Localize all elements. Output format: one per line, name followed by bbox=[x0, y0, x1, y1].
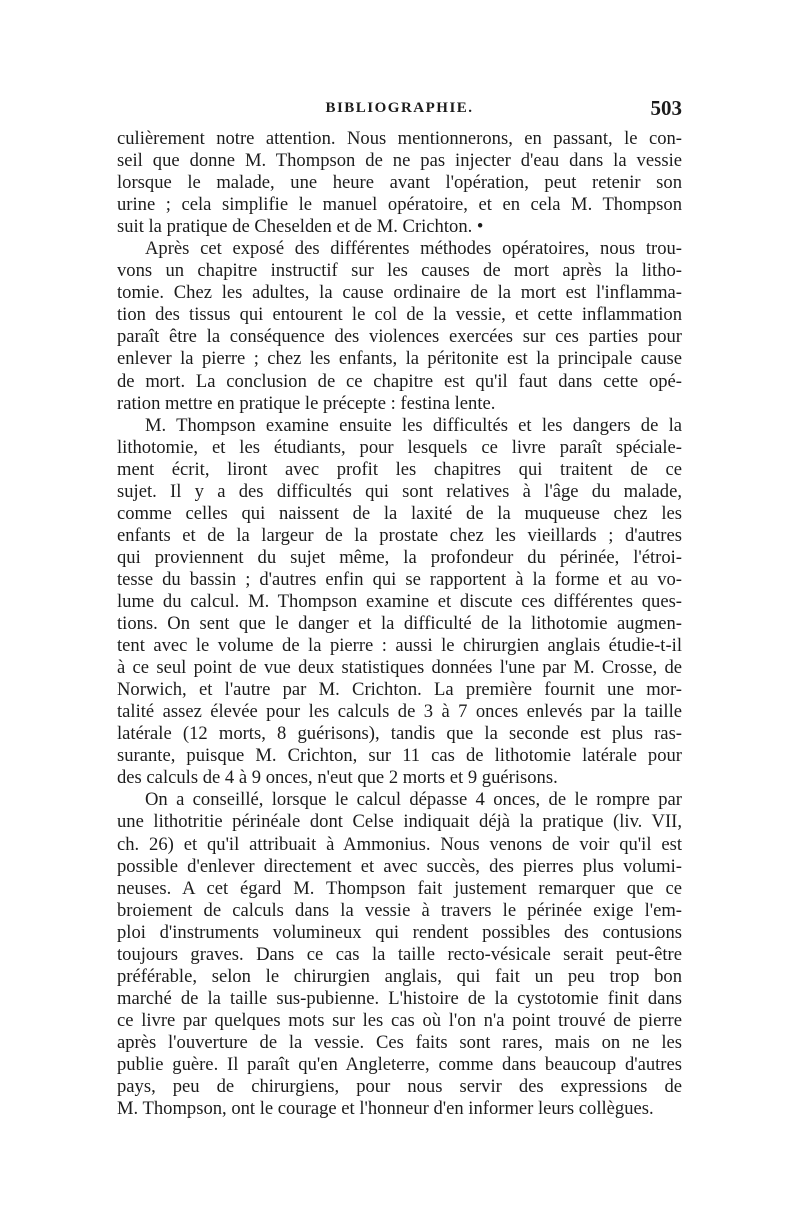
text-line: enlever la pierre ; chez les enfants, la péritonite est la principale cause bbox=[117, 348, 682, 370]
text-line: On a conseillé, lorsque le calcul dépasse 4 onces, de le rompre par bbox=[145, 789, 682, 811]
text-line: sujet. Il y a des difficultés qui sont relatives à l'âge du malade, bbox=[117, 480, 682, 502]
text-line: culièrement notre attention. Nous mentionnerons, en passant, le con- bbox=[117, 128, 682, 149]
text-line: talité assez élevée pour les calculs de 3 à 7 onces enlevés par la taille bbox=[117, 701, 682, 723]
running-title: BIBLIOGRAPHIE. bbox=[325, 100, 474, 116]
text-line: urine ; cela simplifie le manuel opératoire, et en cela M. Thompson bbox=[117, 194, 682, 216]
text-line: Après cet exposé des différentes méthodes opératoires, nous trou- bbox=[145, 238, 682, 260]
text-line: enfants et de la largeur de la prostate chez les vieillards ; d'autres bbox=[117, 524, 682, 546]
text-line: des calculs de 4 à 9 onces, n'eut que 2 morts et 9 guérisons. bbox=[117, 767, 558, 789]
text-line: suit la pratique de Cheselden et de M. Crichton. • bbox=[117, 216, 484, 238]
paragraph bbox=[117, 238, 682, 414]
text-line: pays, peu de chirurgiens, pour nous servir des expressions de bbox=[117, 1076, 682, 1098]
text-line: M. Thompson, ont le courage et l'honneur d'en informer leurs collègues. bbox=[117, 1098, 654, 1120]
paragraph bbox=[117, 789, 682, 1120]
text-line: qui proviennent du sujet même, la profondeur du périnée, l'étroi- bbox=[117, 546, 682, 568]
text-line: de mort. La conclusion de ce chapitre est qu'il faut dans cette opé- bbox=[117, 370, 682, 392]
text-line: une lithotritie périnéale dont Celse indiquait déjà la pratique (liv. VII, bbox=[117, 811, 682, 833]
text-line: toujours graves. Dans ce cas la taille recto-vésicale serait peut-être bbox=[117, 943, 682, 965]
text-line: ment écrit, liront avec profit les chapitres qui traitent de ce bbox=[117, 458, 682, 480]
text-line: paraît être la conséquence des violences exercées sur ces parties pour bbox=[117, 326, 682, 348]
text-line: ration mettre en pratique le précepte : festina lente. bbox=[117, 392, 496, 414]
body-text bbox=[117, 128, 682, 1120]
text-line: ch. 26) et qu'il attribuait à Ammonius. Nous venons de voir qu'il est bbox=[117, 833, 682, 855]
text-line: ploi d'instruments volumineux qui rendent possibles des contusions bbox=[117, 921, 682, 943]
paragraph bbox=[117, 128, 682, 238]
text-line: vons un chapitre instructif sur les causes de mort après la litho- bbox=[117, 260, 682, 282]
text-line: surante, puisque M. Crichton, sur 11 cas de lithotomie latérale pour bbox=[117, 745, 682, 767]
running-head bbox=[117, 96, 682, 124]
text-line: lume du calcul. M. Thompson examine et discute ces différentes ques- bbox=[117, 590, 682, 612]
text-line: lorsque le malade, une heure avant l'opération, peut retenir son bbox=[117, 172, 682, 194]
text-line: seil que donne M. Thompson de ne pas injecter d'eau dans la vessie bbox=[117, 150, 682, 172]
text-line: lithotomie, et les étudiants, pour lesquels ce livre paraît spéciale- bbox=[117, 436, 682, 458]
text-line: latérale (12 morts, 8 guérisons), tandis que la seconde est plus ras- bbox=[117, 723, 682, 745]
page-number: 503 bbox=[650, 96, 682, 120]
text-line: tent avec le volume de la pierre : aussi le chirurgien anglais étudie-t-il bbox=[117, 635, 682, 657]
text-line: préférable, selon le chirurgien anglais, qui fait un peu trop bon bbox=[117, 965, 682, 987]
text-line: tomie. Chez les adultes, la cause ordinaire de la mort est l'inflamma- bbox=[117, 282, 682, 304]
text-line: tions. On sent que le danger et la difficulté de la lithotomie augmen- bbox=[117, 613, 682, 635]
text-line: possible d'enlever directement et avec succès, des pierres plus volumi- bbox=[117, 855, 682, 877]
text-line: ce livre par quelques mots sur les cas où l'on n'a point trouvé de pierre bbox=[117, 1009, 682, 1031]
text-line: neuses. A cet égard M. Thompson fait justement remarquer que ce bbox=[117, 877, 682, 899]
text-line: M. Thompson examine ensuite les difficultés et les dangers de la bbox=[145, 414, 682, 436]
text-line: Norwich, et l'autre par M. Crichton. La première fournit une mor- bbox=[117, 679, 682, 701]
text-line: broiement de calculs dans la vessie à travers le périnée exige l'em- bbox=[117, 899, 682, 921]
text-line: marché de la taille sus-pubienne. L'histoire de la cystotomie finit dans bbox=[117, 987, 682, 1009]
paragraph bbox=[117, 415, 682, 790]
text-line: tion des tissus qui entourent le col de la vessie, et cette inflammation bbox=[117, 304, 682, 326]
text-line: tesse du bassin ; d'autres enfin qui se rapportent à la forme et au vo- bbox=[117, 568, 682, 590]
text-line: publie guère. Il paraît qu'en Angleterre, comme dans beaucoup d'autres bbox=[117, 1053, 682, 1075]
text-line: comme celles qui naissent de la laxité de la muqueuse chez les bbox=[117, 502, 682, 524]
text-line: après l'ouverture de la vessie. Ces faits sont rares, mais on ne les bbox=[117, 1031, 682, 1053]
text-line: à ce seul point de vue deux statistiques données l'une par M. Crosse, de bbox=[117, 657, 682, 679]
